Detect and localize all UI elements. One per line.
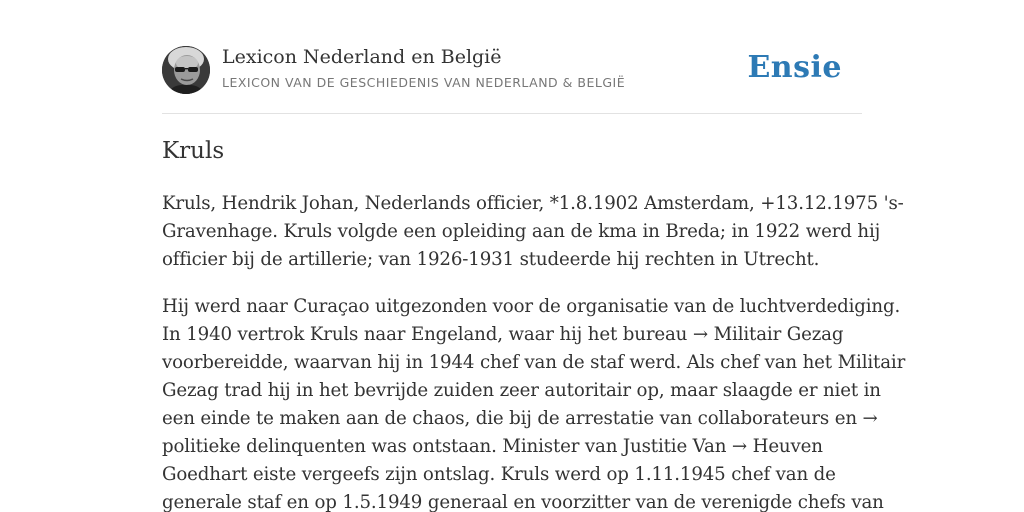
paragraph-line: Gezag trad hij in het bevrijde zuiden zeer autoritair op, maar slaagde er niet in	[162, 380, 881, 401]
entry-paragraph-2	[162, 293, 906, 512]
entry-paragraph-1	[162, 190, 904, 274]
brand-logo[interactable]: Ensie	[747, 50, 842, 85]
entry-title: Kruls	[162, 138, 225, 164]
paragraph-line: Goedhart eiste vergeefs zijn ontslag. Kruls werd op 1.11.1945 chef van de	[162, 464, 836, 485]
paragraph-line: Hij werd naar Curaçao uitgezonden voor de organisatie van de luchtverdediging.	[162, 296, 901, 317]
page	[162, 0, 906, 512]
paragraph-line-with-xref[interactable]: een einde te maken aan de chaos, die bij de arrestatie van collaborateurs en →	[162, 408, 878, 429]
paragraph-line: officier bij de artillerie; van 1926-1931 studeerde hij rechten in Utrecht.	[162, 249, 820, 270]
paragraph-line: voorbereidde, waarvan hij in 1944 chef van de staf werd. Als chef van het Militair	[162, 352, 906, 373]
paragraph-line: Gravenhage. Kruls volgde een opleiding aan de kma in Breda; in 1922 werd hij	[162, 221, 881, 242]
paragraph-line: Kruls, Hendrik Johan, Nederlands officier, *1.8.1902 Amsterdam, +13.12.1975 's-	[162, 193, 904, 214]
paragraph-line-with-xref[interactable]: politieke delinquenten was ontstaan. Minister van Justitie Van → Heuven	[162, 436, 823, 457]
header-divider	[162, 113, 862, 114]
avatar[interactable]	[162, 46, 210, 94]
site-title[interactable]: Lexicon Nederland en België	[222, 46, 502, 68]
site-subtitle: LEXICON VAN DE GESCHIEDENIS VAN NEDERLAND & BELGIË	[222, 75, 626, 90]
paragraph-line-with-xref[interactable]: In 1940 vertrok Kruls naar Engeland, waar hij het bureau → Militair Gezag	[162, 324, 844, 345]
portrait-icon	[162, 46, 210, 94]
site-header	[162, 46, 862, 96]
paragraph-line: generale staf en op 1.5.1949 generaal en voorzitter van de verenigde chefs van	[162, 492, 884, 512]
